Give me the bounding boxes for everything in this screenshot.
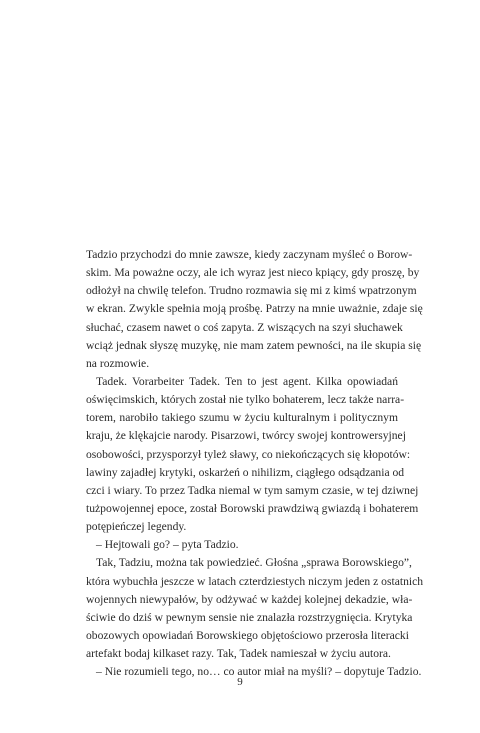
text-line: w ekran. Zwykle spełnia moją prośbę. Patrzy na mnie uważnie, zdaje się [86,302,423,316]
text-line: obozowych opowiadań Borowskiego objętościowo przerosła literacki [86,628,409,642]
text-line: słuchać, czasem nawet o coś zapyta. Z wiszących na szyi słuchawek [86,320,403,334]
text-line: Tak, Tadziu, można tak powiedzieć. Głośna „sprawa Borowskiego”, [96,556,412,570]
text-line: wciąż jednak słyszę muzykę, nie mam zatem pewności, na ile skupia się [86,338,422,352]
text-line: Tadzio przychodzi do mnie zawsze, kiedy zaczynam myśleć o Borow- [86,248,413,261]
text-line: – Hejtowali go? – pyta Tadzio. [96,538,239,552]
text-line: artefakt bodaj kilkaset razy. Tak, Tadek namieszał w życiu autora. [86,647,391,661]
text-line: skim. Ma poważne oczy, ale ich wyraz jest nieco kpiący, gdy proszę, by [86,266,420,280]
body-text [86,246,424,681]
text-line: lawiny zajadłej krytyki, oskarżeń o nihilizm, ciągłego odsądzania od [86,465,405,479]
text-line: kraju, że klękajcie narody. Pisarzowi, twórcy swojej kontrowersyjnej [86,429,406,443]
text-line: oświęcimskich, których został nie tylko bohaterem, lecz także narra- [86,393,405,407]
text-line: torem, narobiło takiego szumu w życiu kulturalnym i politycznym [86,411,398,425]
text-line: na rozmowie. [86,356,150,370]
text-line: czci i wiary. To przez Tadka niemal w tym samym czasie, w tej dziwnej [86,483,419,497]
text-line: wojennych niewypałów, by odżywać w każdej kolejnej dekadzie, wła- [86,592,413,606]
text-line: osobowości, przysporzył tyleż sławy, co niekończących się kłopotów: [86,447,411,461]
text-line: tużpowojennej epoce, został Borowski prawdziwą gwiazdą i bohaterem [86,501,419,515]
page-number: 9 [237,676,243,688]
text-line: – Nie rozumieli tego, no… co autor miał na myśli? – dopytuje Tadzio. [96,665,422,679]
text-line: potępieńczej legendy. [86,520,187,534]
text-line: odłożył na chwilę telefon. Trudno rozmawia się mi z kimś wpatrzonym [86,284,417,298]
text-line: Tadek. Vorarbeiter Tadek. Ten to jest agent. Kilka opowiadań [96,374,398,388]
text-line: ściwie do dziś w pewnym sensie nie znalazła rozstrzygnięcia. Krytyka [86,610,413,624]
text-line: która wybuchła jeszcze w latach czterdziestych niczym jeden z ostatnich [86,574,424,588]
